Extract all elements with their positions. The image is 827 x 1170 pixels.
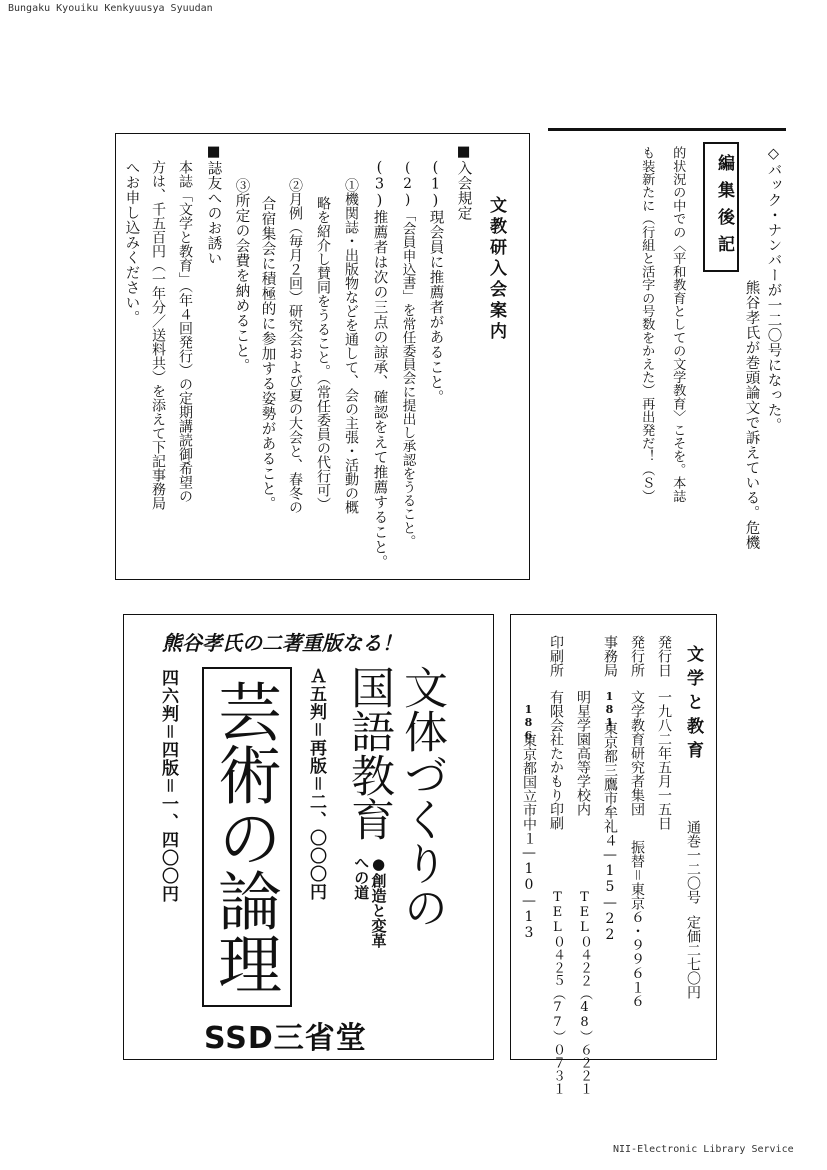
membership-line-13: へお申し込みください。	[123, 160, 140, 325]
membership-line-12: 方は、千五百円（一年分／送料共）を添えて下記事務局	[150, 160, 166, 510]
colophon-issue: 通巻一二〇号	[685, 820, 701, 904]
colophon-date-label: 発行日	[656, 635, 672, 677]
colophon-publisher: 文学教育研究者集団	[629, 690, 645, 816]
editorial-title-box	[703, 142, 739, 272]
colophon-transfer: 振替＝東京６・９９６１６	[629, 840, 645, 1008]
membership-line-3: (2)「会員申込書」を常任委員会に提出し承認をうること。	[399, 160, 416, 548]
header-text: Bungaku Kyouiku Kenkyuusya Syuudan	[8, 3, 213, 14]
book2-price: 四六判＝四版＝一、四〇〇円	[158, 669, 178, 903]
colophon-box	[510, 614, 717, 1095]
book1-title: 文体づくりの	[396, 665, 447, 929]
colophon-printer-label: 印刷所	[548, 635, 564, 677]
membership-line-5: ①機関誌・出版物などを通して、会の主張・活動の概	[343, 178, 359, 514]
colophon-printer-address: 東京都国立市中１—10—13	[521, 733, 537, 941]
publisher-logo: SSD三省堂	[204, 1021, 367, 1056]
membership-title: 文教研入会案内	[486, 196, 506, 343]
book1-price: Ａ五判＝再版＝二、〇〇〇円	[306, 667, 326, 901]
membership-line-10: ■誌友へのお誘い	[205, 144, 222, 266]
footer-text: NII-Electronic Library Service	[613, 1144, 794, 1155]
membership-line-6: 略を紹介し賛同をうること。（常任委員の代行可）	[315, 196, 331, 511]
editorial-line-4: も装新たに（行組と活字の号数をかえた）再出発だ！（Ｓ）	[639, 146, 655, 503]
membership-line-4: (3)推薦者は次の三点の諒承、確認をえて推薦すること。	[371, 160, 388, 570]
membership-box	[115, 133, 530, 580]
editorial-rule	[548, 128, 786, 131]
advert-headline: 熊谷孝氏の二著重版なる！	[162, 631, 402, 655]
membership-line-7: ②月例（毎月２回）研究会および夏の大会と、春冬の	[287, 178, 303, 514]
editorial-section	[548, 128, 788, 588]
editorial-line-3: 的状況の中での〈平和教育としての文学教育〉こそを。本誌	[670, 146, 686, 503]
book2-title: 芸術の論理	[207, 679, 281, 994]
book1-subtitle: ●創造と変革への道	[352, 855, 388, 948]
membership-line-8: 合宿集会に積極的に参加する姿勢があること。	[259, 196, 276, 511]
colophon-printer-tel: TEL０４２５（77）０７３１	[550, 890, 565, 1095]
book1-title-2: 国語教育	[343, 665, 394, 841]
membership-line-9: ③所定の会費を納めること。	[233, 178, 250, 373]
colophon-office-label: 事務局	[602, 635, 618, 677]
editorial-line-1: ◇バック・ナンバーが一二〇号になった。	[765, 146, 782, 433]
colophon-title: 文学と教育	[683, 645, 703, 765]
colophon-office-tel: TEL０４２２（48）６２２１	[577, 890, 592, 1095]
colophon-office-school: 明星学園高等学校内	[575, 690, 591, 816]
colophon-office-address: 東京都三鷹市牟礼４—15—22	[602, 721, 618, 943]
editorial-line-2: 熊谷孝氏が巻頭論文で訴えている。危機	[743, 280, 760, 550]
colophon-office-postal: 181	[603, 690, 616, 729]
advert-box	[123, 614, 494, 1060]
colophon-publisher-label: 発行所	[629, 635, 645, 677]
book2-frame	[202, 667, 292, 1007]
membership-line-2: (1)現会員に推薦者があること。	[427, 160, 444, 405]
membership-line-1: ■入会規定	[455, 144, 472, 221]
colophon-printer-postal: 186	[522, 703, 535, 742]
colophon-printer: 有限会社たかもり印刷	[548, 690, 564, 830]
colophon-date: 一九八二年五月一五日	[656, 690, 672, 830]
colophon-price: 定価二七〇円	[685, 915, 701, 999]
editorial-title: 編集後記	[714, 154, 734, 262]
membership-line-11: 本誌「文学と教育」（年４回発行）の定期講読御希望の	[177, 160, 193, 503]
